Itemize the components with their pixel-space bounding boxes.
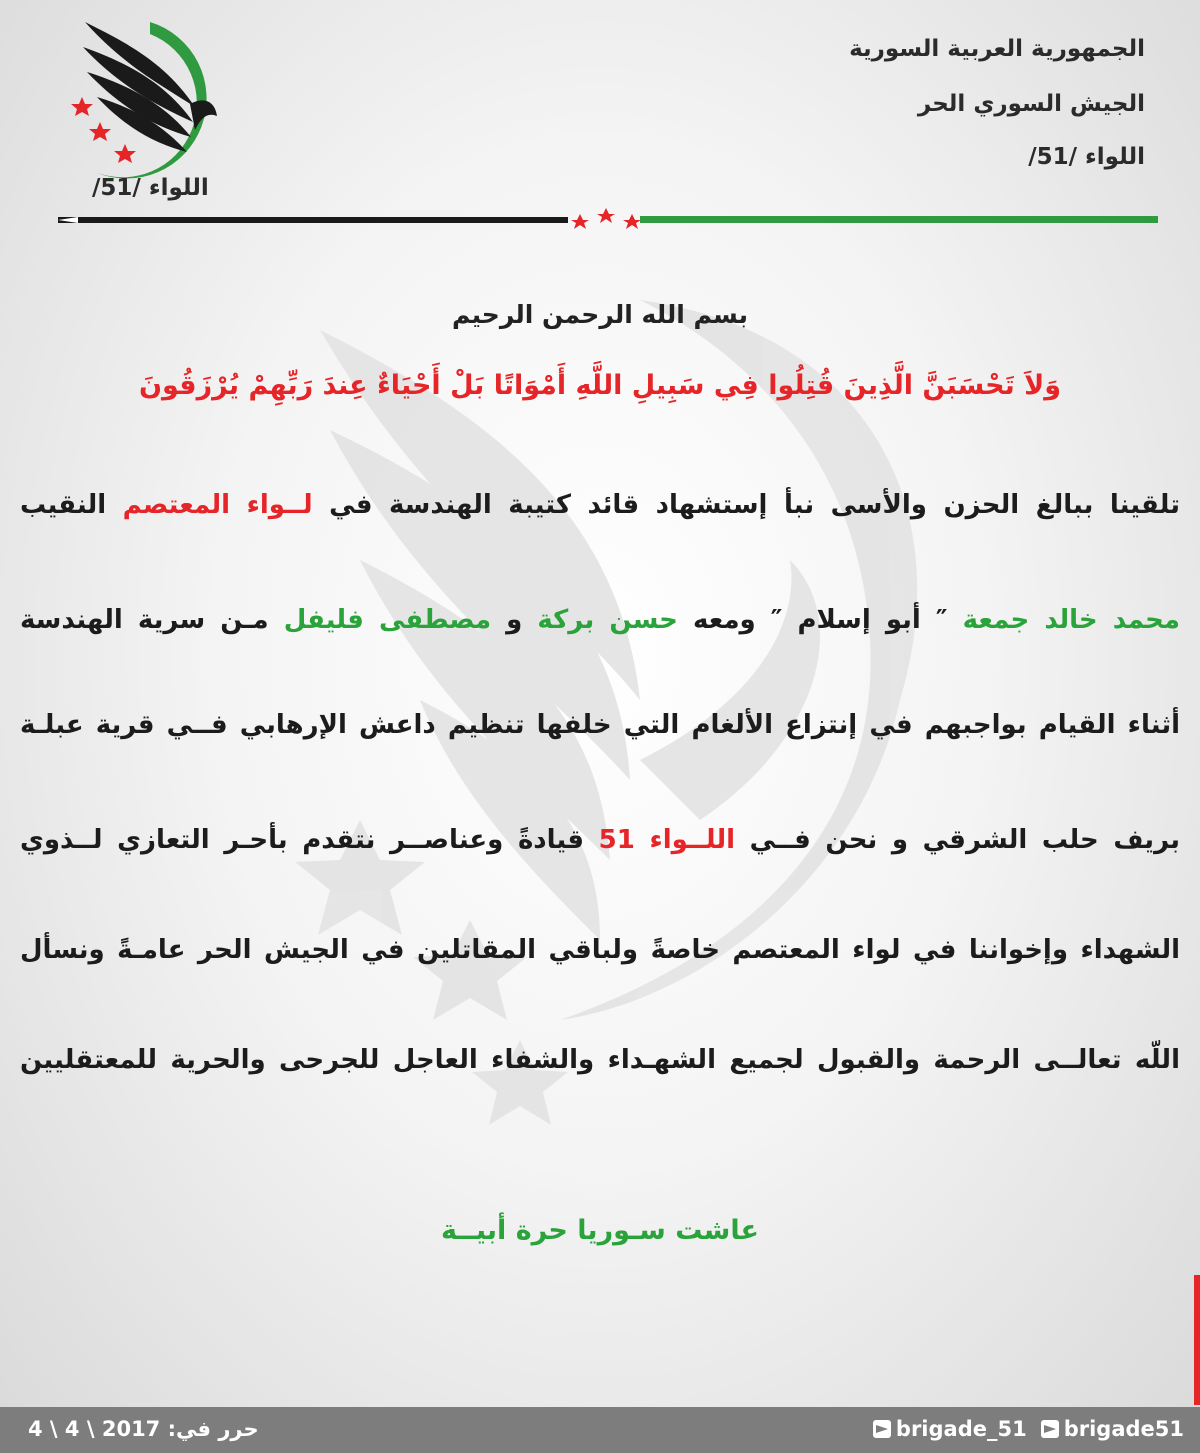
statement-line-1: [20, 490, 1180, 520]
handle-text: brigade_51: [895, 1417, 1027, 1441]
martyr-name-1: محمد خالد جمعة: [962, 605, 1180, 635]
brigade-name-highlight: لــواء المعتصم: [122, 490, 313, 520]
martyr-name-2: حسن بركة: [537, 605, 678, 635]
header-republic: الجمهورية العربية السورية: [849, 36, 1145, 62]
statement-text: ″ أبو إسلام ″ ومعه: [677, 605, 963, 635]
social-handle-1[interactable]: [1041, 1417, 1184, 1441]
statement-line-6: اللّه تعالــى الرحمة والقبول لجميع الشهـداء والشفاء العاجل للجرحى والحرية للمعتقليين: [20, 1045, 1180, 1075]
quran-verse: وَلاَ تَحْسَبَنَّ الَّذِينَ قُتِلُوا فِي سَبِيلِ اللَّهِ أَمْوَاتًا بَلْ أَحْيَاءٌ عِندَ رَبِّهِمْ يُرْزَقُونَ: [138, 370, 1062, 401]
statement-line-2: [20, 605, 1180, 635]
header-army: الجيش السوري الحر: [917, 91, 1145, 117]
social-handles: [873, 1417, 1184, 1441]
statement-line-5: الشهداء وإخواننا في لواء المعتصم خاصةً ولباقي المقاتلين في الجيش الحر عامـةً ونسأل: [20, 935, 1180, 965]
statement-text: بريف حلب الشرقي و نحن فــي: [735, 825, 1181, 855]
statement-text: و: [491, 605, 538, 635]
statement-text: النقيب: [20, 490, 123, 520]
logo-brigade-label: اللواء /51/: [92, 175, 209, 201]
header-divider: [58, 208, 1158, 230]
handle-text: brigade51: [1063, 1417, 1184, 1441]
footer-bar: [0, 1407, 1200, 1453]
document-header: [0, 0, 1200, 240]
statement-line-3: أثناء القيام بواجبهم في إنتزاع الألغام التي خلفها تنظيم داعش الإرهابي فــي قرية عبلـة: [20, 710, 1180, 740]
statement-text: مـن سرية الهندسة: [20, 605, 284, 635]
header-brigade: اللواء /51/: [1028, 144, 1145, 170]
closing-slogan: عاشت سـوريا حرة أبيــة: [441, 1215, 759, 1246]
issue-date: حرر في: 2017 \ 4 \ 4: [28, 1417, 259, 1441]
telegram-icon: [1041, 1420, 1059, 1438]
statement-line-4: [20, 825, 1180, 855]
telegram-icon: [873, 1420, 891, 1438]
side-accent-bar: [1194, 1275, 1200, 1405]
statement-text: قيادةً وعناصــر نتقدم بأحـر التعازي لــذوي: [20, 825, 599, 855]
brigade-51-highlight: اللــواء 51: [598, 825, 736, 855]
statement-text: تلقينا ببالغ الحزن والأسى نبأ إستشهاد قائد كتيبة الهندسة في: [312, 490, 1180, 520]
social-handle-2[interactable]: [873, 1417, 1027, 1441]
martyr-name-3: مصطفى فليفل: [283, 605, 492, 635]
bismillah: بسم الله الرحمن الرحيم: [452, 300, 748, 329]
